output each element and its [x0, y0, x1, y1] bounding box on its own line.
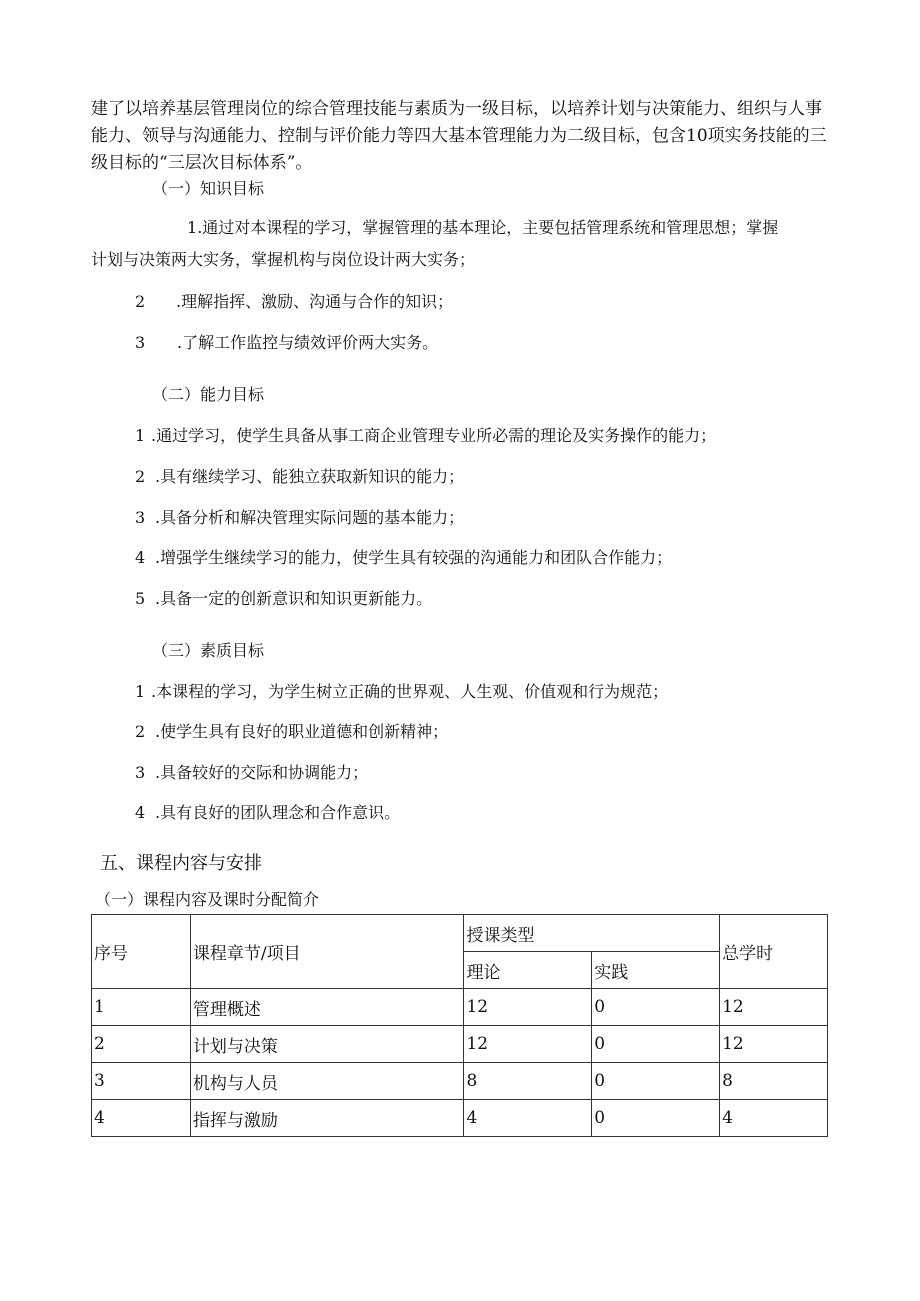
section-subtitle: （一）课程内容及课时分配简介: [95, 890, 320, 909]
cell-theory: 12: [464, 989, 592, 1026]
course-hours-table: [91, 914, 828, 1137]
cell-theory: 12: [464, 1026, 592, 1063]
ability-item-5-num: 5: [135, 589, 146, 608]
quality-heading: （三）素质目标: [152, 641, 265, 660]
knowledge-heading: （一）知识目标: [152, 179, 265, 198]
cell-theory: 4: [464, 1100, 592, 1137]
cell-seq: 1: [92, 989, 191, 1026]
ability-item-4-text: .增强学生继续学习的能力，使学生具有较强的沟通能力和团队合作能力；: [155, 548, 673, 567]
quality-item-1: [135, 681, 668, 703]
table-row: [92, 1026, 828, 1063]
ability-item-2-text: .具有继续学习、能独立获取新知识的能力；: [155, 467, 465, 486]
cell-chapter: 管理概述: [190, 989, 464, 1026]
quality-item-1-num: 1: [135, 682, 146, 701]
header-seq: 序号: [92, 915, 191, 989]
quality-item-2-num: 2: [135, 722, 146, 741]
ability-item-1: [135, 425, 716, 447]
quality-item-3-num: 3: [135, 763, 146, 782]
cell-total: 12: [720, 989, 828, 1026]
ability-item-3: [135, 507, 464, 529]
knowledge-item-1-text: .通过对本课程的学习，掌握管理的基本理论，主要包括管理系统和管理思想；掌握计划与决策两大实务，掌握机构与岗位设计两大实务；: [91, 218, 779, 269]
ability-item-2: [135, 466, 464, 488]
cell-theory: 8: [464, 1063, 592, 1100]
cell-practice: 0: [592, 1026, 720, 1063]
quality-item-3: [135, 762, 368, 784]
cell-total: 12: [720, 1026, 828, 1063]
section-title: 五、课程内容与安排: [100, 853, 262, 874]
quality-item-4: [135, 802, 400, 824]
knowledge-item-3: [135, 332, 438, 354]
intro-paragraph: 建了以培养基层管理岗位的综合管理技能与素质为一级目标，以培养计划与决策能力、组织与人事能力、领导与沟通能力、控制与评价能力等四大基本管理能力为二级目标，包含10项实务技能的三级目标的“三层次目标体系”。: [91, 99, 827, 173]
knowledge-item-3-num: 3: [135, 333, 146, 352]
ability-item-5: [135, 588, 432, 610]
ability-item-3-text: .具备分析和解决管理实际问题的基本能力；: [155, 508, 465, 527]
cell-chapter: 指挥与激励: [190, 1100, 464, 1137]
table-row: [92, 989, 828, 1026]
quality-item-1-text: .本课程的学习，为学生树立正确的世界观、人生观、价值观和行为规范；: [151, 682, 669, 701]
knowledge-item-1-num: 1: [187, 218, 198, 237]
knowledge-item-2: [135, 291, 453, 313]
table-row: [92, 1063, 828, 1100]
cell-practice: 0: [592, 1100, 720, 1137]
cell-seq: 4: [92, 1100, 191, 1137]
cell-seq: 2: [92, 1026, 191, 1063]
quality-item-4-text: .具有良好的团队理念和合作意识。: [155, 803, 401, 822]
knowledge-item-2-num: 2: [135, 292, 146, 311]
knowledge-item-3-text: .了解工作监控与绩效评价两大实务。: [177, 333, 439, 352]
ability-item-1-text: .通过学习，使学生具备从事工商企业管理专业所必需的理论及实务操作的能力；: [151, 426, 717, 445]
cell-seq: 3: [92, 1063, 191, 1100]
header-theory: 理论: [464, 952, 592, 989]
quality-item-2: [135, 721, 448, 743]
cell-total: 8: [720, 1063, 828, 1100]
header-total: 总学时: [720, 915, 828, 989]
header-chapter: 课程章节/项目: [190, 915, 464, 989]
ability-item-3-num: 3: [135, 508, 146, 527]
knowledge-item-2-text: .理解指挥、激励、沟通与合作的知识；: [176, 292, 454, 311]
knowledge-item-1: [91, 212, 791, 276]
header-type: 授课类型: [464, 915, 720, 952]
cell-chapter: 计划与决策: [190, 1026, 464, 1063]
header-practice: 实践: [592, 952, 720, 989]
cell-practice: 0: [592, 1063, 720, 1100]
ability-item-1-num: 1: [135, 426, 146, 445]
quality-item-3-text: .具备较好的交际和协调能力；: [155, 763, 369, 782]
ability-item-4: [135, 547, 672, 569]
cell-total: 4: [720, 1100, 828, 1137]
ability-item-4-num: 4: [135, 548, 146, 567]
quality-item-4-num: 4: [135, 803, 146, 822]
cell-practice: 0: [592, 989, 720, 1026]
ability-item-5-text: .具备一定的创新意识和知识更新能力。: [155, 589, 433, 608]
ability-item-2-num: 2: [135, 467, 146, 486]
cell-chapter: 机构与人员: [190, 1063, 464, 1100]
ability-heading: （二）能力目标: [152, 385, 265, 404]
table-header-row: [92, 915, 828, 952]
quality-item-2-text: .使学生具有良好的职业道德和创新精神；: [155, 722, 449, 741]
table-row: [92, 1100, 828, 1137]
